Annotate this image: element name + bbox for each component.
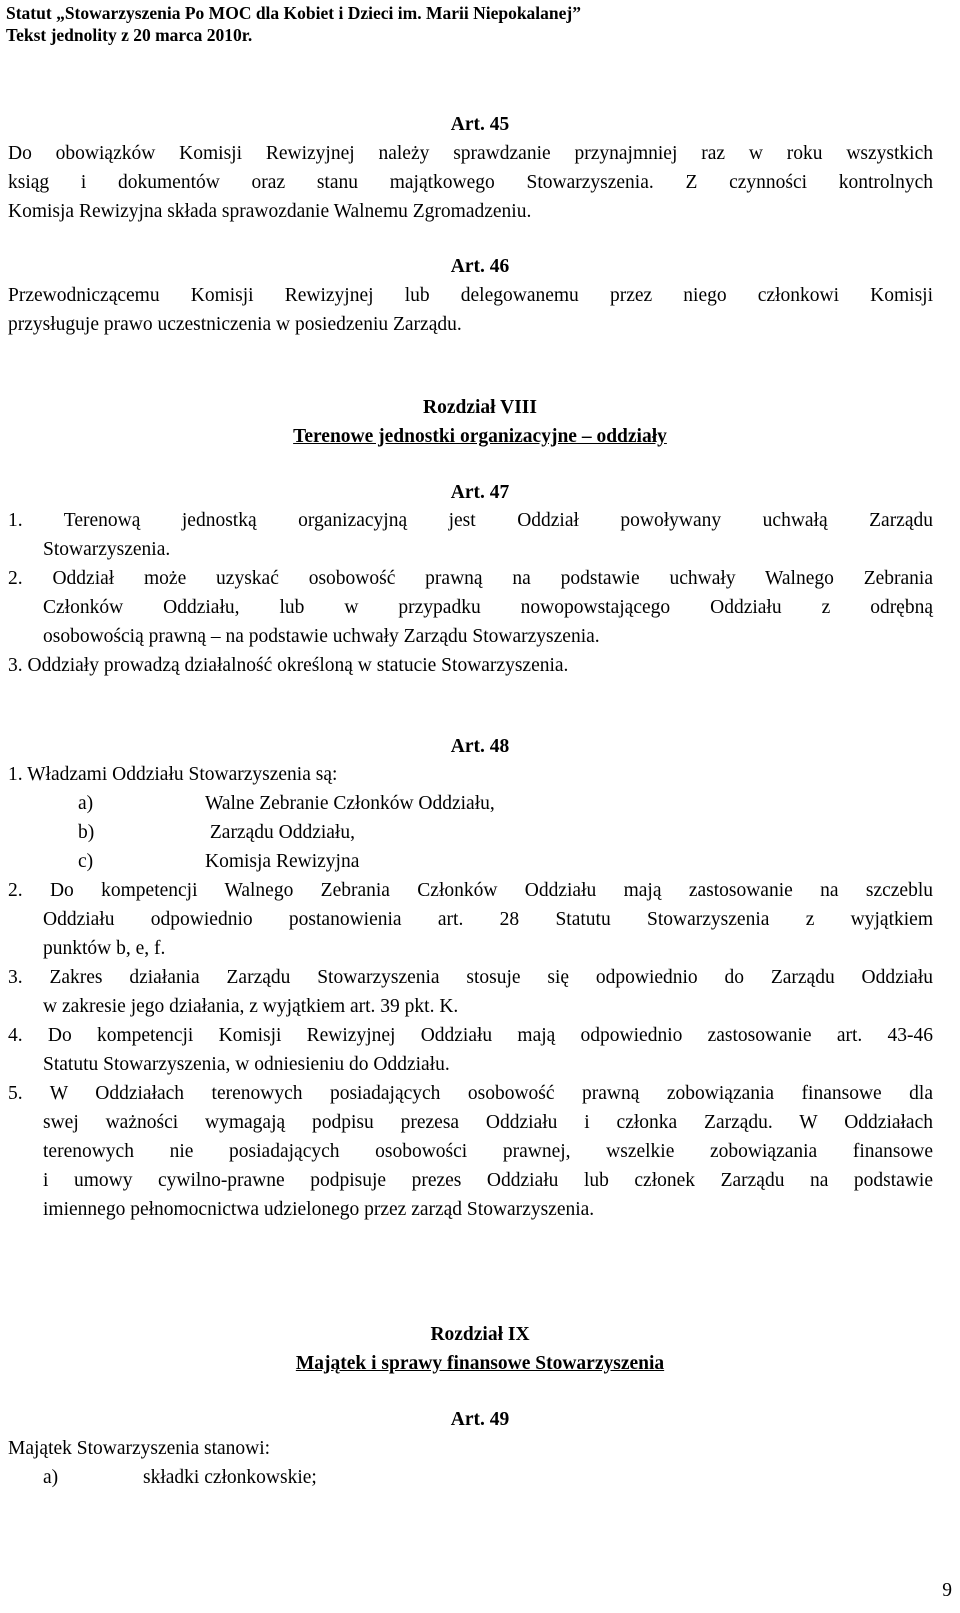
art-49-title: Art. 49 bbox=[450, 1409, 510, 1430]
chapter-8-title: Rozdział VIII bbox=[423, 397, 537, 418]
chapter-9-title: Rozdział IX bbox=[430, 1324, 530, 1345]
art-47-text: 1. Terenową jednostką organizacyjną jest Oddział powoływany uchwałą Zarządu Stowarzyszenia. 2. Oddział może uzyskać osobowość prawną na podstawie uchwały Walnego Zebrania Członków Oddziału, lub w przypadku nowopowstającego Oddziału z odrębną osobowością prawną – na podstawie uchwały Zarządu Stowarzyszenia. 3. Oddziały prowadzą działalność określoną w statucie Stowarzyszenia. bbox=[8, 510, 933, 676]
chapter-9-subtitle: Majątek i sprawy finansowe Stowarzyszenia bbox=[295, 1353, 665, 1374]
art-46-title: Art. 46 bbox=[450, 256, 510, 277]
art-48-list bbox=[8, 789, 933, 876]
list-item: c) Komisja Rewizyjna bbox=[78, 851, 360, 872]
art-49-text: Majątek Stowarzyszenia stanowi: a) składki członkowskie; bbox=[8, 1434, 933, 1492]
art-45-text: Do obowiązków Komisji Rewizyjnej należy sprawdzanie przynajmniej raz w roku wszystkich ksiąg i dokumentów oraz stanu majątkowego Stowarzyszenia. Z czynności kontrolnych Komisja Rewizyjna składa sprawozdanie Walnemu Zgromadzeniu. bbox=[8, 143, 933, 222]
chapter-8-subtitle: Terenowe jednostki organizacyjne – oddziały bbox=[293, 426, 667, 447]
art-46-text: Przewodniczącemu Komisji Rewizyjnej lub delegowanemu przez niego członkowi Komisji przysługuje prawo uczestniczenia w posiedzeniu Zarządu. bbox=[8, 285, 933, 335]
list-item: b) Zarządu Oddziału, bbox=[78, 822, 355, 843]
list-item: a) składki członkowskie; bbox=[43, 1467, 317, 1488]
art-47-title: Art. 47 bbox=[450, 482, 510, 503]
document-header bbox=[6, 2, 581, 46]
header-title: Statut „Stowarzyszenia Po MOC dla Kobiet i Dzieci im. Marii Niepokalanej” bbox=[6, 3, 581, 23]
art-48-text: 1. Władzami Oddziału Stowarzyszenia są: a) Walne Zebranie Członków Oddziału, b) Zarządu Oddziału, c) Komisja Rewizyjna 2. Do kompetencji Walnego Zebrania Członków Oddziału mają zastosowanie na szczeblu Oddziału odpowiednio postanowienia art. 28 Statutu Stowarzyszenia z wyjątkiem punktów b, e, f. 3. Zakres działania Zarządu Stowarzyszenia stosuje się odpowiednio do Zarządu Oddziału w zakresie jego działania, z wyjątkiem art. 39 pkt. K. 4. Do kompetencji Komisji Rewizyjnej Oddziału mają odpowiednio zastosowanie art. 43-46 Statutu Stowarzyszenia, w odniesieniu do Oddziału. 5. W Oddziałach terenowych posiadających osobowość prawną zobowiązania finansowe dla swej ważności wymagają podpisu prezesa Oddziału i członka Zarządu. W Oddziałach terenowych nie posiadających osobowości prawnej, wszelkie zobowiązania finansowe i umowy cywilno-prawne podpisuje prezes Oddziału lub członek Zarządu na podstawie imiennego pełnomocnictwa udzielonego przez zarząd Stowarzyszenia. bbox=[8, 764, 933, 1220]
art-45-title: Art. 45 bbox=[450, 114, 510, 135]
header-subtitle: Tekst jednolity z 20 marca 2010r. bbox=[6, 25, 253, 45]
page-number: 9 bbox=[942, 1580, 952, 1601]
list-item: a) Walne Zebranie Członków Oddziału, bbox=[78, 793, 495, 814]
art-48-title: Art. 48 bbox=[450, 736, 510, 757]
